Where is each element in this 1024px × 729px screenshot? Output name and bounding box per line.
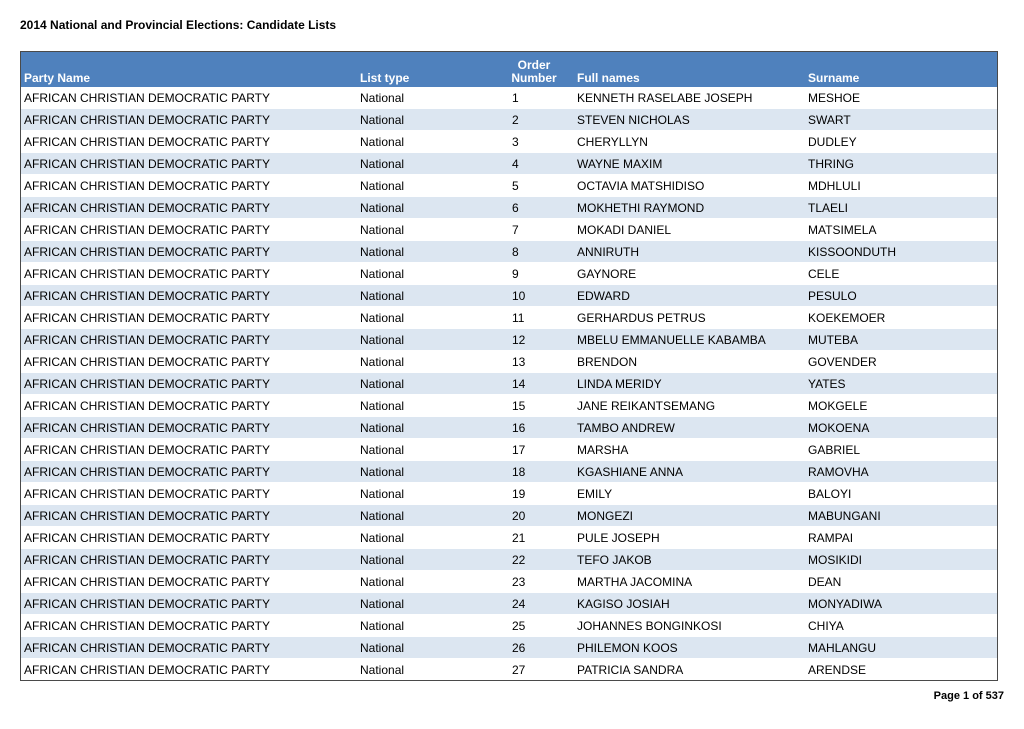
cell-list-type: National — [360, 311, 405, 325]
cell-party-name: AFRICAN CHRISTIAN DEMOCRATIC PARTY — [24, 377, 271, 391]
cell-order-number: 10 — [512, 289, 526, 303]
table-row — [21, 351, 997, 373]
cell-party-name: AFRICAN CHRISTIAN DEMOCRATIC PARTY — [24, 509, 271, 523]
cell-party-name: AFRICAN CHRISTIAN DEMOCRATIC PARTY — [24, 223, 271, 237]
cell-full-names: KAGISO JOSIAH — [577, 597, 670, 611]
cell-list-type: National — [360, 487, 405, 501]
cell-full-names: TEFO JAKOB — [577, 553, 652, 567]
cell-order-number: 3 — [512, 135, 519, 149]
cell-full-names: JANE REIKANTSEMANG — [577, 399, 716, 413]
cell-party-name: AFRICAN CHRISTIAN DEMOCRATIC PARTY — [24, 157, 271, 171]
cell-surname: MONYADIWA — [808, 597, 882, 611]
table-row — [21, 197, 997, 219]
cell-order-number: 4 — [512, 157, 519, 171]
cell-full-names: MARTHA JACOMINA — [577, 575, 693, 589]
cell-party-name: AFRICAN CHRISTIAN DEMOCRATIC PARTY — [24, 531, 271, 545]
cell-party-name: AFRICAN CHRISTIAN DEMOCRATIC PARTY — [24, 179, 271, 193]
cell-full-names: OCTAVIA MATSHIDISO — [577, 179, 705, 193]
cell-list-type: National — [360, 575, 405, 589]
cell-order-number: 8 — [512, 245, 519, 259]
table-row — [21, 241, 997, 263]
cell-party-name: AFRICAN CHRISTIAN DEMOCRATIC PARTY — [24, 289, 271, 303]
cell-surname: MOKGELE — [808, 399, 868, 413]
header-order-number-line2: Number — [511, 71, 557, 85]
cell-list-type: National — [360, 91, 405, 105]
cell-full-names: MONGEZI — [577, 509, 633, 523]
cell-list-type: National — [360, 267, 405, 281]
cell-list-type: National — [360, 553, 405, 567]
table-row — [21, 483, 997, 505]
cell-party-name: AFRICAN CHRISTIAN DEMOCRATIC PARTY — [24, 399, 271, 413]
header-surname: Surname — [808, 71, 860, 85]
cell-party-name: AFRICAN CHRISTIAN DEMOCRATIC PARTY — [24, 135, 271, 149]
table-row — [21, 307, 997, 329]
document-title: 2014 National and Provincial Elections: Candidate Lists — [20, 18, 337, 32]
table-row — [21, 87, 997, 109]
cell-surname: DUDLEY — [808, 135, 857, 149]
cell-order-number: 26 — [512, 641, 526, 655]
cell-full-names: MBELU EMMANUELLE KABAMBA — [577, 333, 766, 347]
cell-surname: CELE — [808, 267, 840, 281]
cell-party-name: AFRICAN CHRISTIAN DEMOCRATIC PARTY — [24, 663, 271, 677]
cell-party-name: AFRICAN CHRISTIAN DEMOCRATIC PARTY — [24, 355, 271, 369]
header-list-type: List type — [360, 71, 410, 85]
cell-surname: RAMOVHA — [808, 465, 869, 479]
table-row — [21, 219, 997, 241]
cell-party-name: AFRICAN CHRISTIAN DEMOCRATIC PARTY — [24, 421, 271, 435]
cell-list-type: National — [360, 531, 405, 545]
candidate-table — [20, 51, 998, 681]
table-row — [21, 109, 997, 131]
table-row — [21, 615, 997, 637]
cell-full-names: GERHARDUS PETRUS — [577, 311, 706, 325]
header-order-number — [510, 59, 558, 85]
cell-list-type: National — [360, 333, 405, 347]
cell-order-number: 25 — [512, 619, 526, 633]
cell-list-type: National — [360, 201, 405, 215]
cell-list-type: National — [360, 663, 405, 677]
cell-full-names: ANNIRUTH — [577, 245, 639, 259]
cell-order-number: 2 — [512, 113, 519, 127]
cell-order-number: 21 — [512, 531, 526, 545]
cell-full-names: STEVEN NICHOLAS — [577, 113, 690, 127]
cell-party-name: AFRICAN CHRISTIAN DEMOCRATIC PARTY — [24, 487, 271, 501]
cell-surname: KOEKEMOER — [808, 311, 886, 325]
cell-surname: MOKOENA — [808, 421, 870, 435]
cell-order-number: 16 — [512, 421, 526, 435]
cell-order-number: 17 — [512, 443, 526, 457]
cell-party-name: AFRICAN CHRISTIAN DEMOCRATIC PARTY — [24, 91, 271, 105]
table-row — [21, 263, 997, 285]
cell-full-names: MOKHETHI RAYMOND — [577, 201, 705, 215]
cell-list-type: National — [360, 619, 405, 633]
cell-list-type: National — [360, 135, 405, 149]
cell-order-number: 6 — [512, 201, 519, 215]
cell-list-type: National — [360, 509, 405, 523]
cell-list-type: National — [360, 597, 405, 611]
cell-order-number: 24 — [512, 597, 526, 611]
cell-list-type: National — [360, 399, 405, 413]
cell-list-type: National — [360, 179, 405, 193]
table-row — [21, 549, 997, 571]
table-row — [21, 637, 997, 659]
cell-full-names: JOHANNES BONGINKOSI — [577, 619, 722, 633]
table-row — [21, 593, 997, 615]
cell-full-names: EDWARD — [577, 289, 630, 303]
cell-full-names: KGASHIANE ANNA — [577, 465, 684, 479]
cell-surname: PESULO — [808, 289, 857, 303]
cell-surname: MAHLANGU — [808, 641, 877, 655]
cell-order-number: 1 — [512, 91, 519, 105]
cell-full-names: GAYNORE — [577, 267, 637, 281]
cell-order-number: 18 — [512, 465, 526, 479]
cell-surname: GABRIEL — [808, 443, 861, 457]
cell-full-names: TAMBO ANDREW — [577, 421, 675, 435]
cell-full-names: EMILY — [577, 487, 613, 501]
cell-surname: RAMPAI — [808, 531, 854, 545]
cell-list-type: National — [360, 289, 405, 303]
header-full-names: Full names — [577, 71, 640, 85]
cell-surname: SWART — [808, 113, 851, 127]
cell-order-number: 7 — [512, 223, 519, 237]
cell-full-names: BRENDON — [577, 355, 638, 369]
table-row — [21, 285, 997, 307]
cell-surname: TLAELI — [808, 201, 849, 215]
cell-surname: CHIYA — [808, 619, 844, 633]
table-row — [21, 461, 997, 483]
cell-party-name: AFRICAN CHRISTIAN DEMOCRATIC PARTY — [24, 311, 271, 325]
cell-order-number: 20 — [512, 509, 526, 523]
table-row — [21, 571, 997, 593]
cell-list-type: National — [360, 245, 405, 259]
cell-surname: THRING — [808, 157, 854, 171]
table-row — [21, 153, 997, 175]
cell-surname: KISSOONDUTH — [808, 245, 897, 259]
cell-party-name: AFRICAN CHRISTIAN DEMOCRATIC PARTY — [24, 641, 271, 655]
cell-order-number: 23 — [512, 575, 526, 589]
cell-party-name: AFRICAN CHRISTIAN DEMOCRATIC PARTY — [24, 465, 271, 479]
cell-surname: MDHLULI — [808, 179, 861, 193]
cell-party-name: AFRICAN CHRISTIAN DEMOCRATIC PARTY — [24, 553, 271, 567]
cell-full-names: KENNETH RASELABE JOSEPH — [577, 91, 753, 105]
cell-order-number: 14 — [512, 377, 526, 391]
table-header — [21, 52, 997, 87]
cell-surname: YATES — [808, 377, 846, 391]
cell-surname: ARENDSE — [808, 663, 867, 677]
cell-surname: MOSIKIDI — [808, 553, 863, 567]
page-number: Page 1 of 537 — [933, 690, 1004, 702]
cell-order-number: 9 — [512, 267, 519, 281]
cell-surname: BALOYI — [808, 487, 852, 501]
cell-list-type: National — [360, 421, 405, 435]
cell-order-number: 13 — [512, 355, 526, 369]
cell-surname: MATSIMELA — [808, 223, 877, 237]
cell-party-name: AFRICAN CHRISTIAN DEMOCRATIC PARTY — [24, 575, 271, 589]
cell-surname: DEAN — [808, 575, 842, 589]
cell-order-number: 5 — [512, 179, 519, 193]
cell-full-names: PULE JOSEPH — [577, 531, 660, 545]
cell-party-name: AFRICAN CHRISTIAN DEMOCRATIC PARTY — [24, 267, 271, 281]
table-row — [21, 527, 997, 549]
cell-party-name: AFRICAN CHRISTIAN DEMOCRATIC PARTY — [24, 619, 271, 633]
cell-order-number: 15 — [512, 399, 526, 413]
cell-party-name: AFRICAN CHRISTIAN DEMOCRATIC PARTY — [24, 113, 271, 127]
cell-list-type: National — [360, 223, 405, 237]
cell-surname: MESHOE — [808, 91, 861, 105]
cell-full-names: PHILEMON KOOS — [577, 641, 678, 655]
table-row — [21, 659, 997, 681]
cell-full-names: MOKADI DANIEL — [577, 223, 672, 237]
cell-list-type: National — [360, 355, 405, 369]
table-row — [21, 175, 997, 197]
cell-party-name: AFRICAN CHRISTIAN DEMOCRATIC PARTY — [24, 201, 271, 215]
cell-list-type: National — [360, 641, 405, 655]
cell-full-names: WAYNE MAXIM — [577, 157, 663, 171]
header-party-name: Party Name — [24, 71, 91, 85]
table-row — [21, 505, 997, 527]
cell-surname: MABUNGANI — [808, 509, 881, 523]
cell-party-name: AFRICAN CHRISTIAN DEMOCRATIC PARTY — [24, 597, 271, 611]
cell-list-type: National — [360, 377, 405, 391]
cell-order-number: 22 — [512, 553, 526, 567]
cell-party-name: AFRICAN CHRISTIAN DEMOCRATIC PARTY — [24, 333, 271, 347]
cell-order-number: 27 — [512, 663, 526, 677]
cell-party-name: AFRICAN CHRISTIAN DEMOCRATIC PARTY — [24, 443, 271, 457]
cell-full-names: CHERYLLYN — [577, 135, 648, 149]
cell-list-type: National — [360, 443, 405, 457]
cell-order-number: 11 — [512, 311, 525, 325]
table-body — [21, 87, 997, 681]
cell-surname: GOVENDER — [808, 355, 877, 369]
cell-list-type: National — [360, 157, 405, 171]
table-row — [21, 131, 997, 153]
cell-order-number: 19 — [512, 487, 526, 501]
table-row — [21, 395, 997, 417]
table-row — [21, 417, 997, 439]
cell-order-number: 12 — [512, 333, 526, 347]
cell-list-type: National — [360, 113, 405, 127]
table-row — [21, 439, 997, 461]
cell-surname: MUTEBA — [808, 333, 859, 347]
cell-party-name: AFRICAN CHRISTIAN DEMOCRATIC PARTY — [24, 245, 271, 259]
cell-full-names: PATRICIA SANDRA — [577, 663, 684, 677]
cell-list-type: National — [360, 465, 405, 479]
cell-full-names: MARSHA — [577, 443, 629, 457]
table-row — [21, 329, 997, 351]
table-row — [21, 373, 997, 395]
header-order-number-line1: Order — [517, 58, 551, 72]
cell-full-names: LINDA MERIDY — [577, 377, 662, 391]
